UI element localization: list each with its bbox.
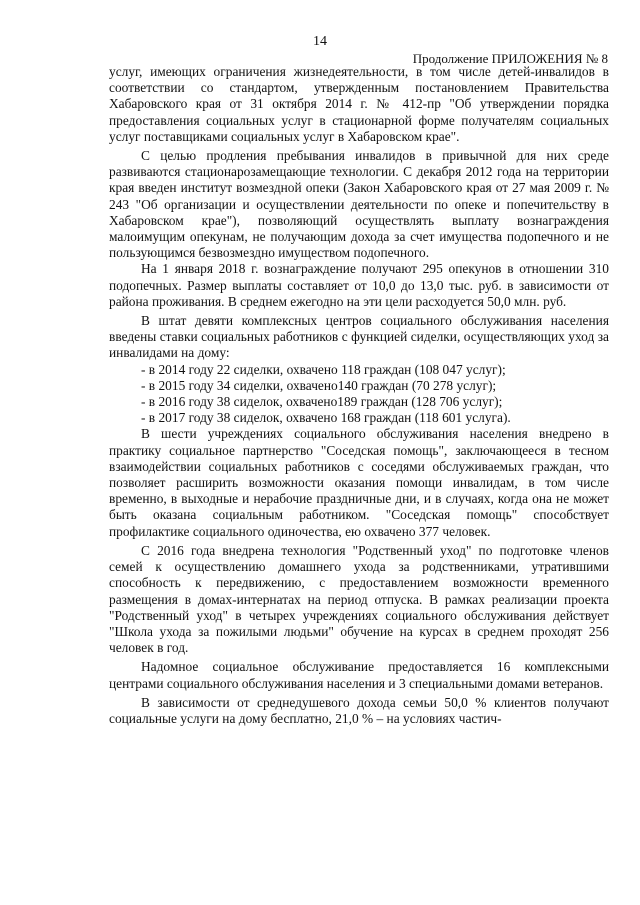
body-paragraph: В зависимости от среднедушевого дохода семьи 50,0 % клиентов получают социальные услуги на дому бесплатно, 21,0 % – на условиях частич- <box>109 694 609 726</box>
page-number: 14 <box>313 34 327 49</box>
list-item: - в 2017 году 38 сиделок, охвачено 168 граждан (118 601 услуга). <box>141 410 511 426</box>
body-paragraph: На 1 января 2018 г. вознаграждение получают 295 опекунов в отношении 310 подопечных. Размер выплаты составляет от 10,0 до 13,0 тыс. руб. в зависимости от района проживания. В среднем ежегодно на эти цели расходуется 50,0 млн. руб. <box>109 261 609 309</box>
body-paragraph: услуг, имеющих ограничения жизнедеятельности, в том числе детей-инвалидов в соответствии со стандартом, утвержденным постановлением Правительства Хабаровского края от 31 октября 2014 г. № 412-пр "Об утверждении порядка предоставления социальных услуг в стационарной форме получателям социальных услуг поставщиками социальных услуг в Хабаровском крае". <box>109 64 609 144</box>
body-paragraph: С целью продления пребывания инвалидов в привычной для них среде развиваются стационарозамещающие технологии. С декабря 2012 года на территории края введен институт возмездной опеки (Закон Хабаровского края от 27 мая 2009 г. № 243 "Об организации и осуществлении деятельности по опеке и попечительству в Хабаровском крае"), позволяющий осуществлять выплату вознаграждения малоимущим опекунам, не получающим дохода за счет имущества подопечного и не пользующимся безвозмездно имуществом подопечного. <box>109 148 609 261</box>
list-item: - в 2014 году 22 сиделки, охвачено 118 граждан (108 047 услуг); <box>141 361 506 377</box>
body-paragraph: В штат девяти комплексных центров социального обслуживания населения введены ставки социальных работников с функцией сиделки, осуществляющих уход за инвалидами на дому: <box>109 313 609 361</box>
body-paragraph: Надомное социальное обслуживание предоставляется 16 комплексными центрами социального обслуживания населения и 3 специальными домами ветеранов. <box>109 659 609 691</box>
caregivers-list <box>109 362 609 427</box>
body-paragraph: С 2016 года внедрена технология "Родственный уход" по подготовке членов семей к осуществлению домашнего ухода за родственниками, утратившими способность к передвижению, с предоставлением возможности временного размещения в домах-интернатах на период отпуска. В рамках реализации проекта "Родственный уход" в четырех учреждениях социального обслуживания действует "Школа ухода за пожилыми людьми" обучение на курсах в среднем проходят 256 человек в год. <box>109 542 609 656</box>
document-body <box>109 64 609 727</box>
list-item: - в 2015 году 34 сиделки, охвачено140 граждан (70 278 услуг); <box>141 377 497 393</box>
appendix-continuation-label: Продолжение ПРИЛОЖЕНИЯ № 8 <box>412 51 608 66</box>
body-paragraph: В шести учреждениях социального обслуживания населения внедрено в практику социальное партнерство "Соседская помощь", заключающееся в тесном взаимодействии социальных работников с соседями обслуживаемых граждан, что позволяет расширить возможности оказания помощи инвалидам, в том числе временно, в выходные и нерабочие праздничные дни, и в случаях, когда она не может быть оказана социальным работником. "Соседская помощь" способствует профилактике социального одиночества, ею охвачено 377 человек. <box>109 426 609 539</box>
list-item: - в 2016 году 38 сиделок, охвачено189 граждан (128 706 услуг); <box>141 394 503 410</box>
